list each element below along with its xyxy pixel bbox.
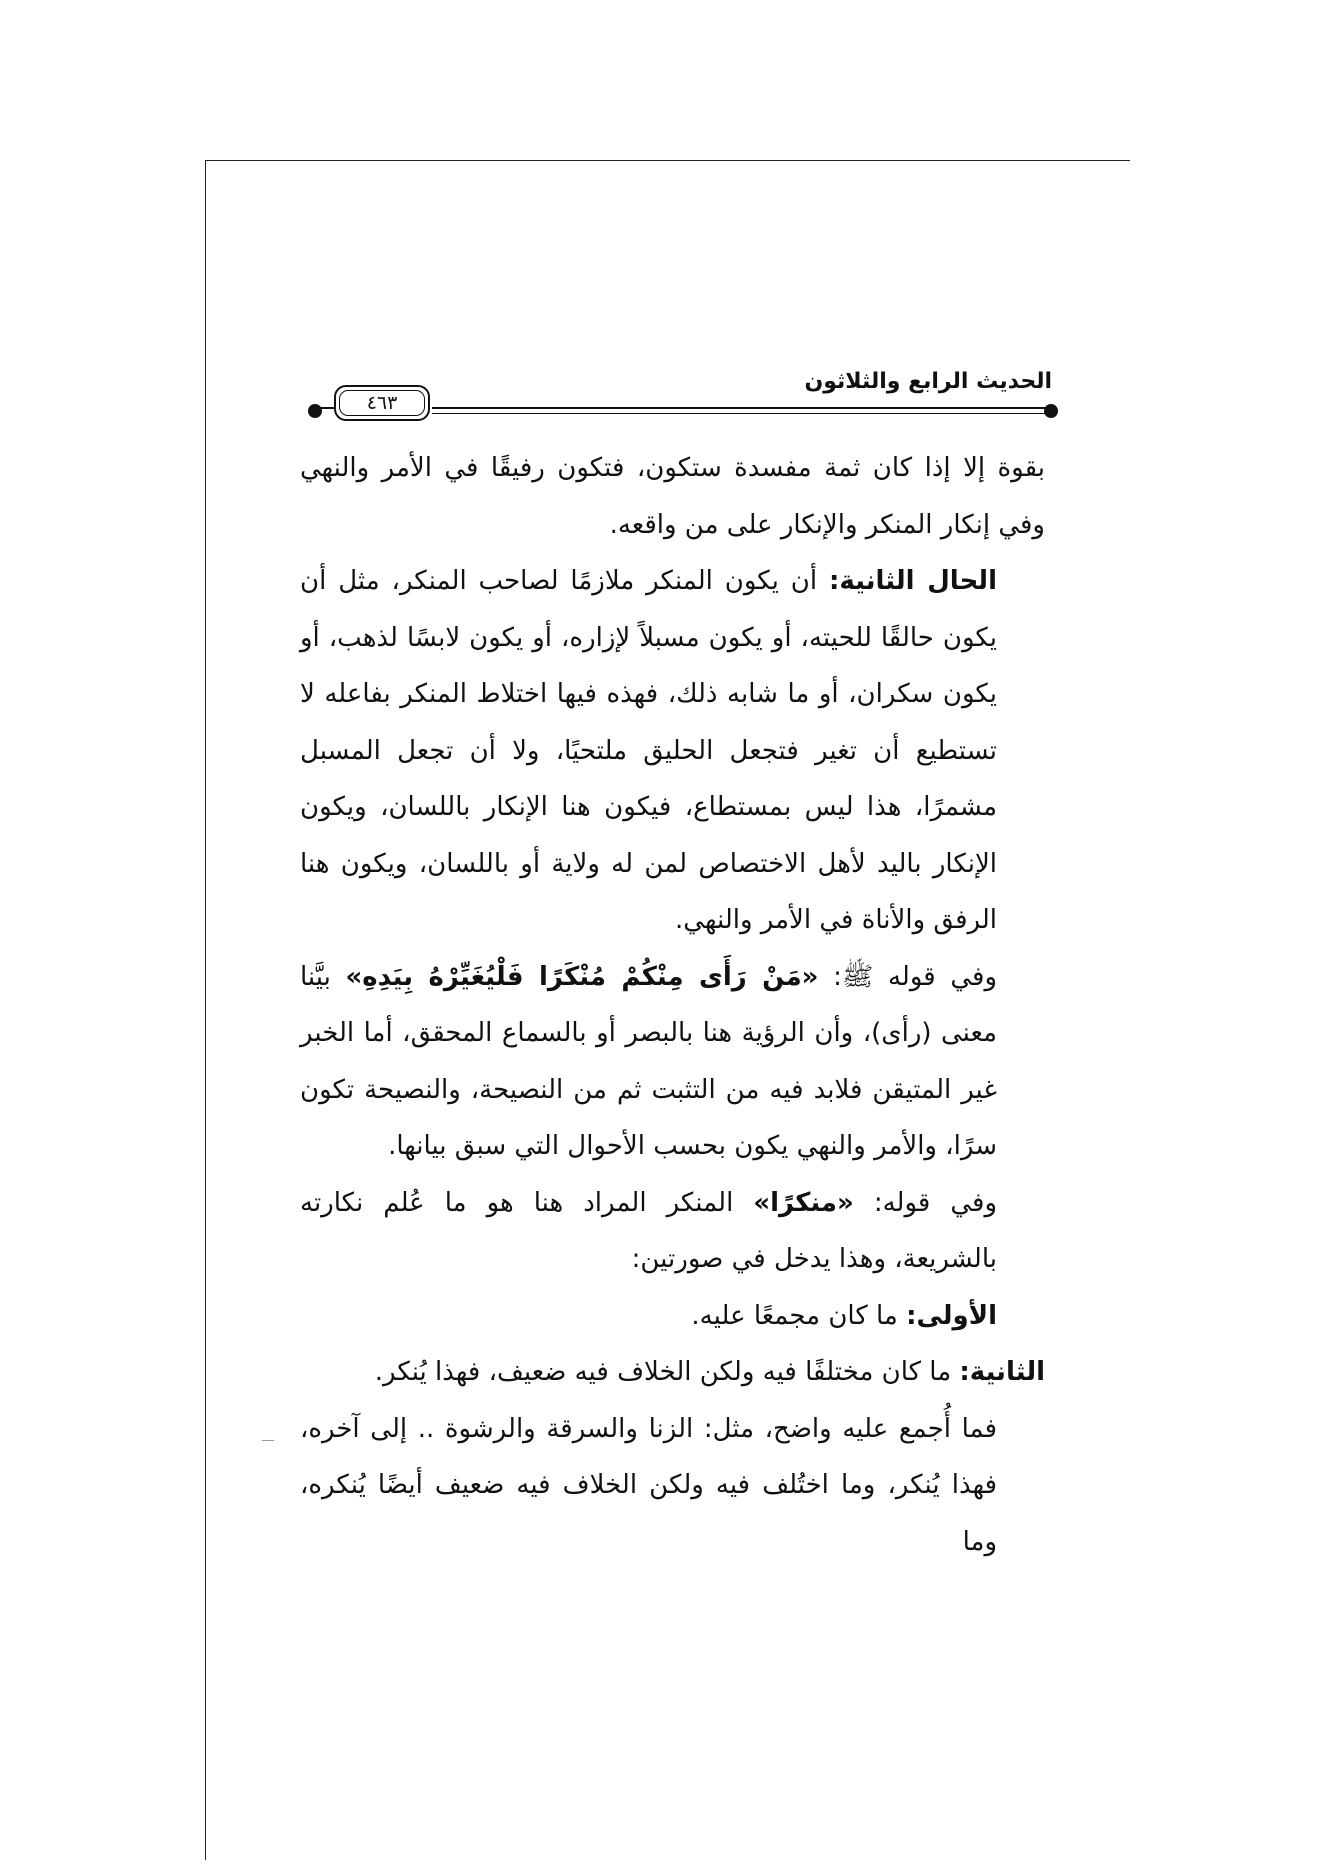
paragraph-text: ما كان مجمعًا عليه. bbox=[691, 1300, 907, 1331]
paragraph-2 bbox=[300, 553, 1045, 949]
paragraph-prefix: وفي قوله ﷺ: bbox=[818, 961, 998, 992]
paragraph-text: بقوة إلا إذا كان ثمة مفسدة ستكون، فتكون رفيقًا في الأمر والنهي وفي إنكار المنكر والإنكار على من واقعه. bbox=[300, 453, 1045, 540]
chapter-title: الحديث الرابع والثلاثون bbox=[804, 369, 1052, 394]
paragraph-5 bbox=[300, 1288, 1045, 1345]
page-number-frame bbox=[334, 385, 430, 421]
paragraph-text: ما كان مختلفًا فيه ولكن الخلاف فيه ضعيف، فهذا يُنكر. bbox=[374, 1357, 960, 1387]
paragraph-text: بيَّنا معنى (رأى)، وأن الرؤية هنا بالبصر أو بالسماع المحقق، أما الخبر غير المتيقن فلابد فيه من التثبت ثم من النصيحة، والنصيحة تكون سرًا، والأمر والنهي يكون بحسب الأحوال التي سبق بيانها. bbox=[300, 961, 997, 1161]
paragraph-lead: الحال الثانية: bbox=[828, 566, 997, 596]
scan-artifact-mark bbox=[262, 1440, 274, 1441]
scan-border-left bbox=[205, 160, 206, 1860]
paragraph-text: أن يكون المنكر ملازمًا لصاحب المنكر، مثل أن يكون حالقًا للحيته، أو يكون مسبلاً لإزاره، أو يكون لابسًا لذهب، أو يكون سكران، أو ما شابه ذلك، فهذه فيها اختلاط المنكر بفاعله لا تستطيع أن تغير فتجعل الحليق ملتحيًا، ولا أن تجعل المسبل مشمرًا، هذا ليس بمستطاع، فيكون هنا الإنكار باللسان، ويكون الإنكار باليد لأهل الاختصاص لمن له ولاية أو باللسان، ويكون هنا الرفق والأناة في الأمر والنهي. bbox=[300, 566, 997, 935]
paragraph-7 bbox=[300, 1401, 1045, 1571]
paragraph-3 bbox=[300, 949, 1045, 1175]
paragraph-lead: الأولى: bbox=[906, 1300, 997, 1331]
header-ornament-link bbox=[320, 407, 334, 409]
page-body bbox=[300, 440, 1045, 1570]
paragraph-prefix: وفي قوله: bbox=[853, 1187, 997, 1218]
header-ornament-dot-right bbox=[1044, 404, 1058, 418]
paragraph-text: المنكر المراد هنا هو ما عُلم نكارته بالشريعة، وهذا يدخل في صورتين: bbox=[300, 1187, 997, 1274]
paragraph-lead: الثانية: bbox=[959, 1357, 1045, 1387]
scan-border-top bbox=[205, 160, 1130, 161]
page-header bbox=[300, 355, 1060, 425]
term-quote: «منكرًا» bbox=[753, 1187, 854, 1218]
paragraph-text: فما أُجمع عليه واضح، مثل: الزنا والسرقة والرشوة .. إلى آخره، فهذا يُنكر، وما اختُلف فيه ولكن الخلاف فيه ضعيف أيضًا يُنكره، وما bbox=[300, 1413, 997, 1557]
paragraph-6 bbox=[300, 1344, 1045, 1401]
page-number: ٤٦٣ bbox=[366, 392, 398, 414]
header-rule-thin bbox=[432, 413, 1050, 414]
header-rule-thick bbox=[432, 407, 1050, 409]
hadith-quote: «مَنْ رَأَى مِنْكُمْ مُنْكَرًا فَلْيُغَيِّرْهُ بِيَدِهِ» bbox=[345, 961, 819, 992]
paragraph-1 bbox=[300, 440, 1045, 553]
paragraph-4 bbox=[300, 1175, 1045, 1288]
